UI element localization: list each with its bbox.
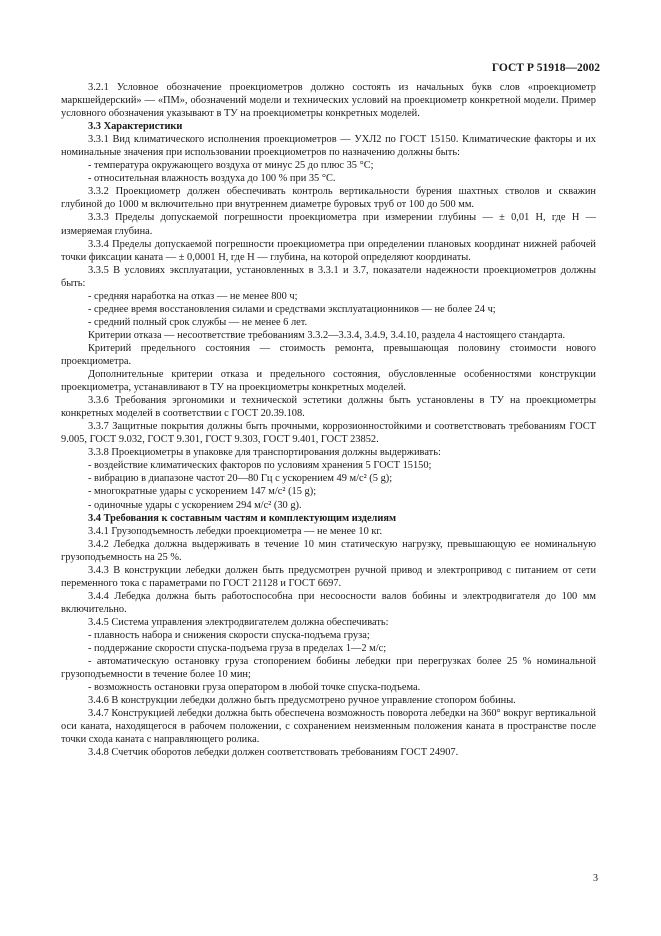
paragraph: Критерии отказа — несоответствие требованиям 3.3.2—3.3.4, 3.4.9, 3.4.10, раздела 4 настоящего стандарта. <box>88 329 566 341</box>
page-number: 3 <box>593 873 598 884</box>
list-item: - одиночные удары с ускорением 294 м/с² (30 g). <box>88 499 302 511</box>
paragraph: 3.4.8 Счетчик оборотов лебедки должен соответствовать требованиям ГОСТ 24907. <box>88 747 459 759</box>
list-item: - автоматическую остановку груза стопорением бобины лебедки при перегрузках более 25 % номинальной грузоподъемности в течение более 10 мин; <box>61 656 596 681</box>
paragraph: Дополнительные критерии отказа и предельного состояния, обусловленные особенностями конструкции проекциометра, устанавливают в ТУ на проекциометры конкретных моделей. <box>61 369 596 394</box>
list-item: - средний полный срок службы — не менее 6 лет. <box>88 316 308 328</box>
list-item: - поддержание скорости спуска-подъема груза в пределах 1—2 м/с; <box>88 643 387 655</box>
section-heading: 3.3 Характеристики <box>88 121 183 133</box>
paragraph: 3.3.4 Пределы допускаемой погрешности проекциометра при определении плановых координат нижней рабочей точки фиксации каната — ± 0,0001 Н, где Н — глубина, на которой определяют координаты. <box>61 238 596 263</box>
paragraph: Критерий предельного состояния — стоимость ремонта, превышающая половину стоимости нового проекциометра. <box>61 342 596 367</box>
paragraph: 3.2.1 Условное обозначение проекциометров должно состоять из начальных букв слов «проекциометр маркшейдерский» — «ПМ», обозначений модели и технических условий на проекциометр конкретной модели. Пример условного обозначения указывают в ТУ на проекциометры конкретных моделей. <box>61 82 596 120</box>
list-item: - многократные удары с ускорением 147 м/с² (15 g); <box>88 486 317 498</box>
document-header: ГОСТ Р 51918—2002 <box>491 62 600 74</box>
list-item: - плавность набора и снижения скорости спуска-подъема груза; <box>88 629 370 641</box>
paragraph: 3.4.3 В конструкции лебедки должен быть предусмотрен ручной привод и электропривод с питанием от сети переменного тока с параметрами по ГОСТ 21128 и ГОСТ 6697. <box>61 564 596 589</box>
list-item: - вибрацию в диапазоне частот 20—80 Гц с ускорением 49 м/с² (5 g); <box>88 473 393 485</box>
paragraph: 3.3.5 В условиях эксплуатации, установленных в 3.3.1 и 3.7, показатели надежности проекциометров должны быть: <box>61 264 596 289</box>
list-item: - средняя наработка на отказ — не менее 800 ч; <box>88 290 298 302</box>
paragraph: 3.4.5 Система управления электродвигателем должна обеспечивать: <box>88 616 389 628</box>
paragraph: 3.3.8 Проекциометры в упаковке для транспортирования должны выдерживать: <box>88 447 441 459</box>
paragraph: 3.3.1 Вид климатического исполнения проекциометров — УХЛ2 по ГОСТ 15150. Климатические факторы и их номинальные значения при использовании проекциометров по назначению должны быть: <box>61 134 596 159</box>
paragraph: 3.4.7 Конструкцией лебедки должна быть обеспечена возможность поворота лебедки на 360° вокруг вертикальной оси каната, находящегося в рабочем положении, с сохранением неизменным положения каната в пространстве после точки схода каната с направляющего ролика. <box>61 708 596 746</box>
paragraph: 3.3.2 Проекциометр должен обеспечивать контроль вертикальности бурения шахтных стволов и скважин глубиной до 1000 м включительно при внутреннем диаметре буровых труб от 100 до 500 мм. <box>61 186 596 211</box>
section-heading: 3.4 Требования к составным частям и комплектующим изделиям <box>88 512 397 524</box>
paragraph: 3.3.3 Пределы допускаемой погрешности проекциометра при измерении глубины — ± 0,01 Н, где Н — измеряемая глубина. <box>61 212 596 237</box>
document-body <box>61 81 596 759</box>
paragraph: 3.4.6 В конструкции лебедки должно быть предусмотрено ручное управление стопором бобины. <box>88 695 516 707</box>
paragraph: 3.4.1 Грузоподъемность лебедки проекциометра — не менее 10 кг. <box>88 525 383 537</box>
paragraph: 3.3.6 Требования эргономики и технической эстетики должны быть установлены в ТУ на проекциометры конкретных моделей в соответствии с ГОСТ 20.39.108. <box>61 395 596 420</box>
paragraph: 3.4.4 Лебедка должна быть работоспособна при несоосности валов бобины и электродвигателя до 100 мм включительно. <box>61 590 596 615</box>
paragraph: 3.4.2 Лебедка должна выдерживать в течение 10 мин статическую нагрузку, превышающую ее номинальную грузоподъемность на 25 %. <box>61 538 596 563</box>
list-item: - среднее время восстановления силами и средствами эксплуатационников — не более 24 ч; <box>88 303 496 315</box>
paragraph: 3.3.7 Защитные покрытия должны быть прочными, коррозионностойкими и соответствовать требованиям ГОСТ 9.005, ГОСТ 9.032, ГОСТ 9.301, ГОСТ 9.303, ГОСТ 9.401, ГОСТ 23852. <box>61 421 596 446</box>
list-item: - температура окружающего воздуха от минус 25 до плюс 35 °С; <box>88 160 374 172</box>
list-item: - относительная влажность воздуха до 100 % при 35 °С. <box>88 173 336 185</box>
list-item: - возможность остановки груза оператором в любой точке спуска-подъема. <box>88 682 421 694</box>
list-item: - воздействие климатических факторов по условиям хранения 5 ГОСТ 15150; <box>88 460 432 472</box>
